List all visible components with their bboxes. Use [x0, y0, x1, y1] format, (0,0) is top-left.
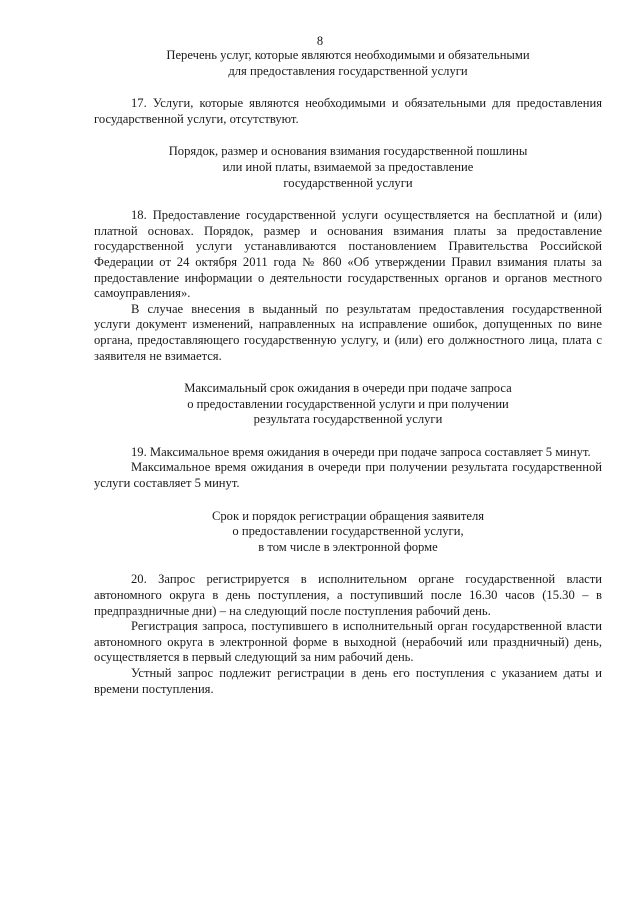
section-heading-fees	[94, 144, 602, 191]
paragraph-19: 19. Максимальное время ожидания в очереди при подаче запроса составляет 5 минут.	[131, 444, 591, 459]
document-body	[94, 48, 602, 697]
section-heading-registration	[94, 509, 602, 556]
paragraph-20: 20. Запрос регистрируется в исполнительном органе государственной власти автономного округа в день поступления, а поступивший после 16.30 часов (15.30 – в предпраздничные дни) – на следующий после поступления рабочий день.	[94, 572, 602, 618]
paragraph-19-result: Максимальное время ожидания в очереди при получении результата государственной услуги составляет 5 минут.	[94, 460, 602, 491]
heading-line: Порядок, размер и основания взимания государственной пошлины	[168, 144, 528, 159]
heading-line: государственной услуги	[283, 175, 413, 190]
section-heading-services	[94, 48, 602, 79]
heading-line: или иной платы, взимаемой за предоставление	[222, 159, 474, 174]
heading-line: Максимальный срок ожидания в очереди при подаче запроса	[184, 381, 512, 396]
page-number: 8	[316, 34, 324, 48]
paragraph-18: 18. Предоставление государственной услуги осуществляется на бесплатной и (или) платной основах. Порядок, размер и основания взимания платы за предоставление государственной услуги устанавливаются постановлением Правительства Российской Федерации от 24 октября 2011 года № 860 «Об утверждении Правил взимания платы за предоставление информации о деятельности государственных органов и органов местного самоуправления».	[94, 208, 602, 301]
heading-line: для предоставления государственной услуги	[228, 63, 468, 78]
heading-line: Перечень услуг, которые являются необходимыми и обязательными	[166, 48, 530, 62]
heading-line: в том числе в электронной форме	[258, 539, 438, 554]
paragraph-20-electronic: Регистрация запроса, поступившего в исполнительный орган государственной власти автономного округа в электронной форме в выходной (нерабочий или праздничный) день, осуществляется в первый следующий за ним рабочий день.	[94, 619, 602, 665]
heading-line: о предоставлении государственной услуги и при получении	[187, 396, 509, 411]
paragraph-18-correction: В случае внесения в выданный по результатам предоставления государственной услуги документ изменений, направленных на исправление ошибок, допущенных по вине органа, предоставляющего государственную услугу, и (или) его должностного лица, плата с заявителя не взимается.	[94, 301, 602, 363]
heading-line: Срок и порядок регистрации обращения заявителя	[211, 508, 485, 523]
section-heading-queue	[94, 381, 602, 428]
heading-line: о предоставлении государственной услуги,	[232, 524, 464, 539]
paragraph-17: 17. Услуги, которые являются необходимыми и обязательными для предоставления государственной услуги, отсутствуют.	[94, 96, 602, 126]
heading-line: результата государственной услуги	[253, 412, 443, 427]
paragraph-20-oral: Устный запрос подлежит регистрации в день его поступления с указанием даты и времени поступления.	[94, 666, 602, 696]
